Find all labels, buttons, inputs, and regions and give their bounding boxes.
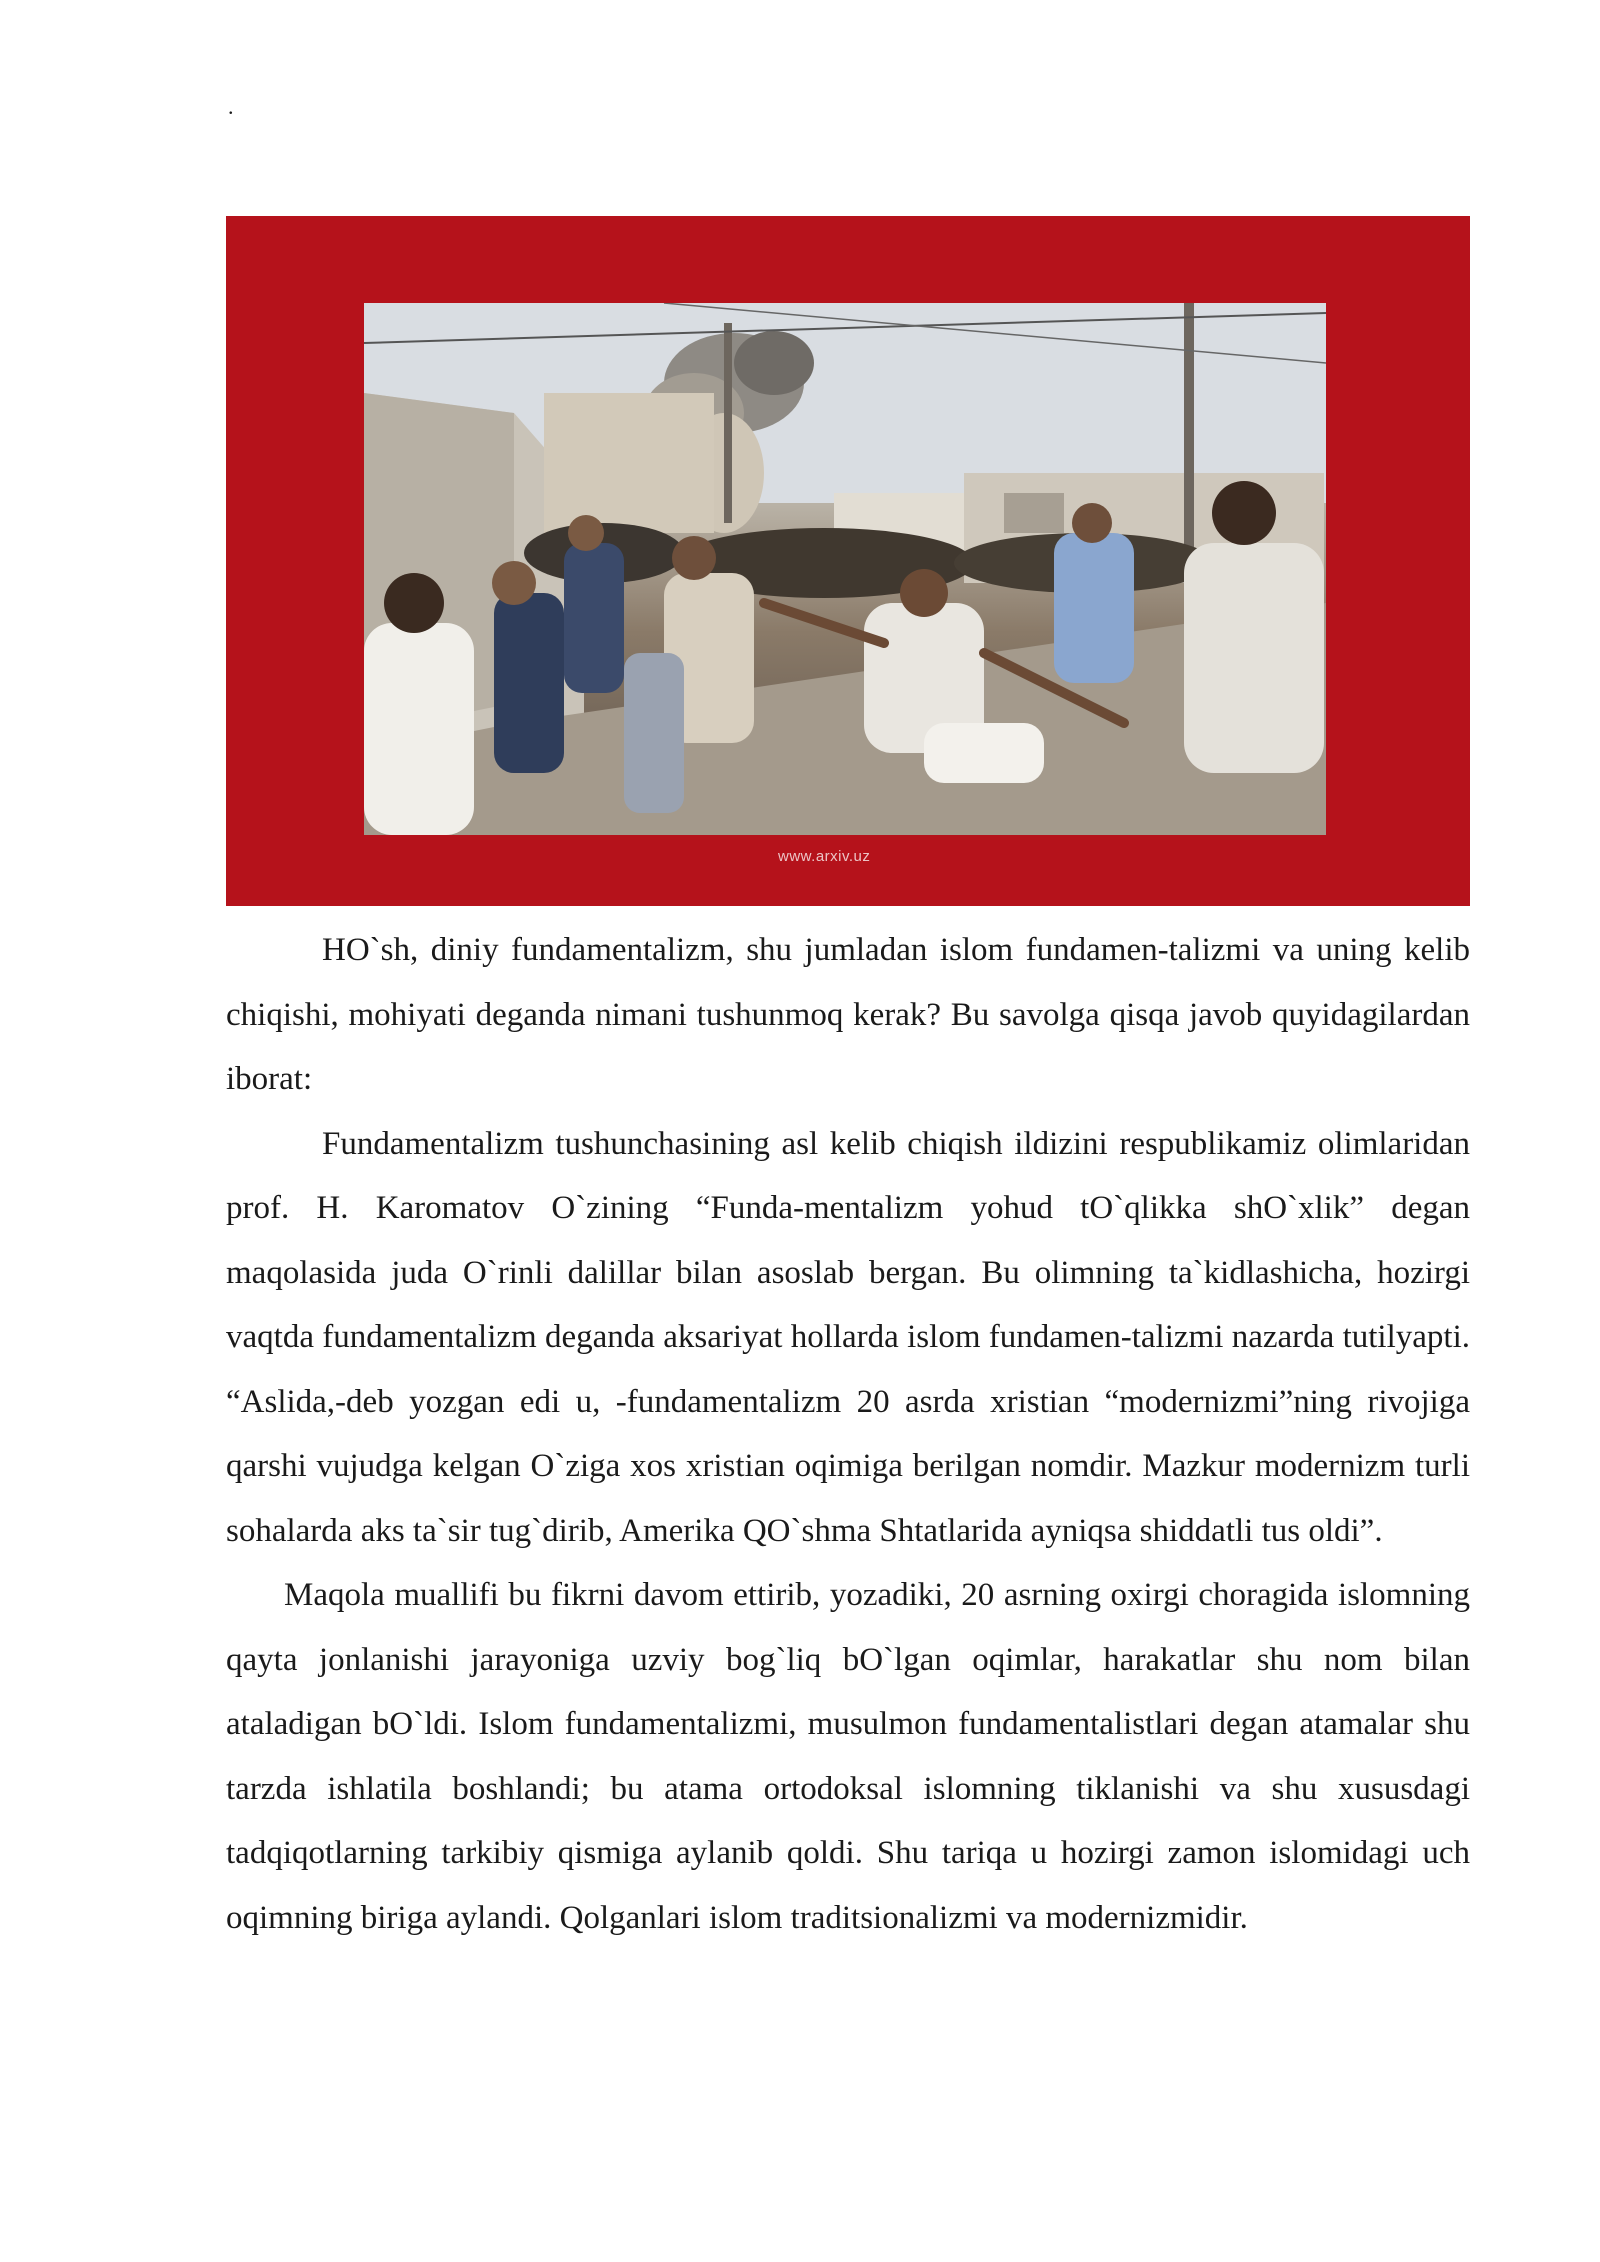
paragraph-2: Fundamentalizm tushunchasining asl kelib chiqish ildizini respublikamiz olimlaridan prof. H. Karomatov O`zining “Funda-mentalizm yohud tO`qlikka shO`xlik” degan maqolasida juda O`rinli dalillar bilan asoslab bergan. Bu olimning ta`kidlashicha, hozirgi vaqtda fundamentalizm deganda aksariyat hollarda islom fundamen-talizmi nazarda tutilyapti. “Aslida,-deb yozgan edi u, -fundamentalizm 20 asrda xristian “modernizmi”ning rivojiga qarshi vujudga kelgan O`ziga xos xristian oqimiga berilgan nomdir. Mazkur modernizm turli sohalarda aks ta`sir tug`dirib, Amerika QO`shma Shtatlarida ayniqsa shiddatli tus oldi”. bbox=[226, 1125, 1470, 1549]
page-marker: . bbox=[228, 94, 234, 119]
photo-crowd-running bbox=[364, 303, 1326, 835]
figure-frame bbox=[226, 216, 1470, 906]
watermark: www.arxiv.uz bbox=[778, 848, 871, 865]
photo-illustration bbox=[364, 303, 1326, 835]
paragraph-1: HO`sh, diniy fundamentalizm, shu jumladan islom fundamen-talizmi va uning kelib chiqishi, mohiyati deganda nimani tushunmoq kerak? Bu savolga qisqa javob quyidagilardan iborat: bbox=[226, 932, 1470, 1097]
document-body bbox=[226, 918, 1470, 1950]
paragraph-3: Maqola muallifi bu fikrni davom ettirib, yozadiki, 20 asrning oxirgi choragida islomning qayta jonlanishi jarayoniga uzviy bog`liq bO`lgan oqimlar, harakatlar shu nom bilan ataladigan bO`ldi. Islom fundamentalizmi, musulmon fundamentalistlari degan atamalar shu tarzda ishlatila boshlandi; bu atama ortodoksal islomning tiklanishi va shu xususdagi tadqiqotlarning tarkibiy qismiga aylanib qoldi. Shu tariqa u hozirgi zamon islomidagi uch oqimning biriga aylandi. Qolganlari islom traditsionalizmi va modernizmidir. bbox=[226, 1577, 1470, 1936]
